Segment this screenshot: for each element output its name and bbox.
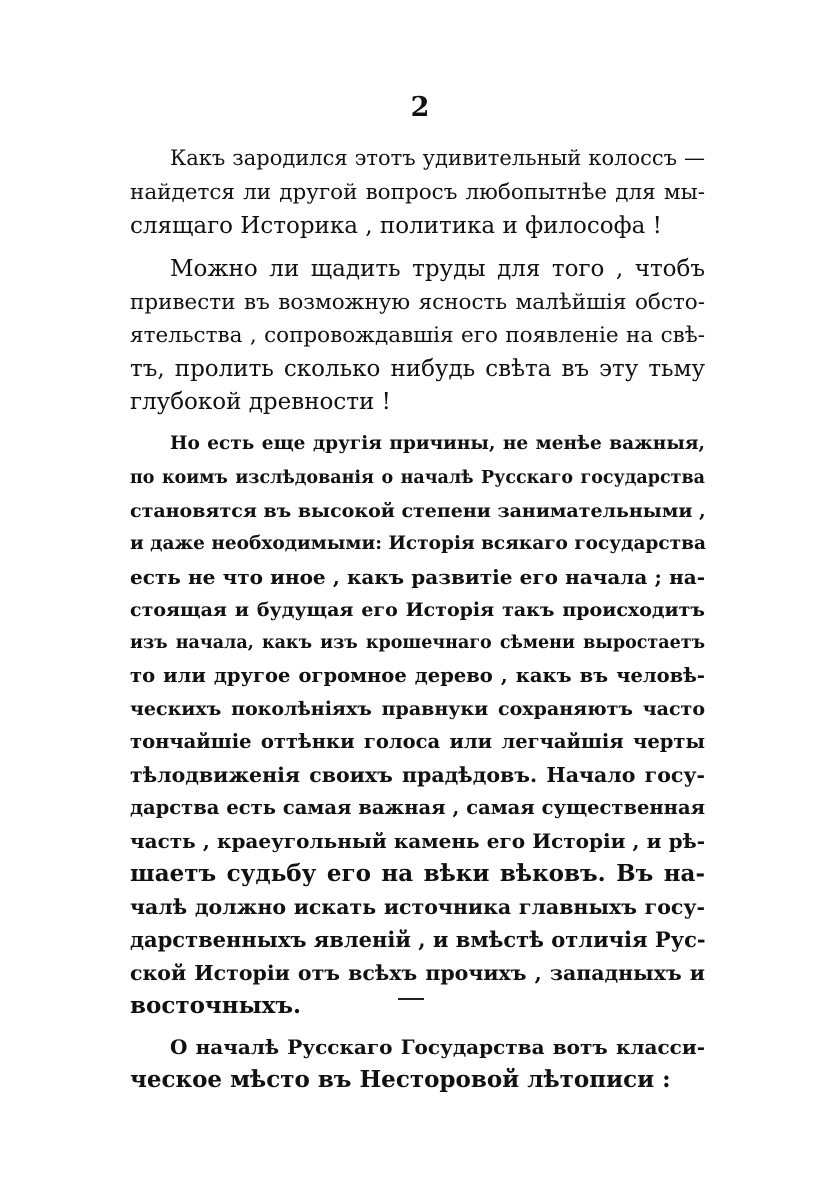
text-line: стоящая и будущая его Исторія такъ происходитъ bbox=[130, 599, 705, 621]
text-line: по коимъ изслѣдованія о началѣ Русскаго государства bbox=[130, 468, 705, 488]
text-line: шаетъ судьбу его на вѣки вѣковъ. Въ на- bbox=[130, 860, 705, 887]
text-line: тончайшіе оттѣнки голоса или легчайшія черты bbox=[130, 730, 705, 753]
text-line: слящаго Историка , политика и философа ! bbox=[130, 213, 662, 239]
text-line: становятся въ высокой степени занимательными , bbox=[130, 500, 706, 522]
text-line: и даже необходимыми: Исторія всякаго государства bbox=[130, 533, 706, 554]
text-line: то или другое огромное дерево , какъ въ человѣ- bbox=[130, 664, 705, 687]
text-line: дарства есть самая важная , самая существенная bbox=[130, 796, 705, 819]
text-line: Какъ зародился этотъ удивительный колоссъ — bbox=[170, 146, 705, 170]
page-number: 2 bbox=[410, 92, 430, 123]
text-line: тѣлодвиженія своихъ прадѣдовъ. Начало госу- bbox=[130, 763, 705, 787]
text-line: ятельства , сопровождавшія его появленіе на свѣ- bbox=[130, 323, 705, 348]
text-line: тъ, пролить сколько нибудь свѣта въ эту тьму bbox=[130, 356, 705, 382]
text-line: восточныхъ. bbox=[130, 992, 302, 1019]
text-line: найдется ли другой вопросъ любопытнѣе для мы- bbox=[130, 180, 705, 205]
text-line: есть не что иное , какъ развитіе его начала ; на- bbox=[130, 565, 705, 589]
text-line: О началѣ Русскаго Государства вотъ класси- bbox=[170, 1035, 705, 1059]
text-line: дарственныхъ явленій , и вмѣстѣ отличія Рус- bbox=[130, 927, 706, 952]
text-line: глубокой древности ! bbox=[130, 389, 391, 415]
text-line: привести въ возможную ясность малѣйшія обсто- bbox=[130, 290, 705, 315]
text-line: часть , краеугольный камень его Исторіи , и рѣ- bbox=[130, 829, 705, 853]
text-line: ской Исторіи отъ всѣхъ прочихъ , западныхъ и bbox=[130, 961, 705, 985]
text-line: Но есть еще другія причины, не менѣе важныя, bbox=[170, 433, 705, 454]
text-line: ческое мѣсто въ Несторовой лѣтописи : bbox=[130, 1066, 671, 1093]
text-line: Можно ли щадить труды для того , чтобъ bbox=[170, 256, 705, 282]
text-line: изъ начала, какъ изъ крошечнаго сѣмени выростаетъ bbox=[130, 633, 705, 653]
text-line: ческихъ поколѣніяхъ правнуки сохраняютъ часто bbox=[130, 698, 705, 720]
section-divider bbox=[398, 998, 424, 1000]
text-line: чалѣ должно искать источника главныхъ госу- bbox=[130, 895, 705, 919]
